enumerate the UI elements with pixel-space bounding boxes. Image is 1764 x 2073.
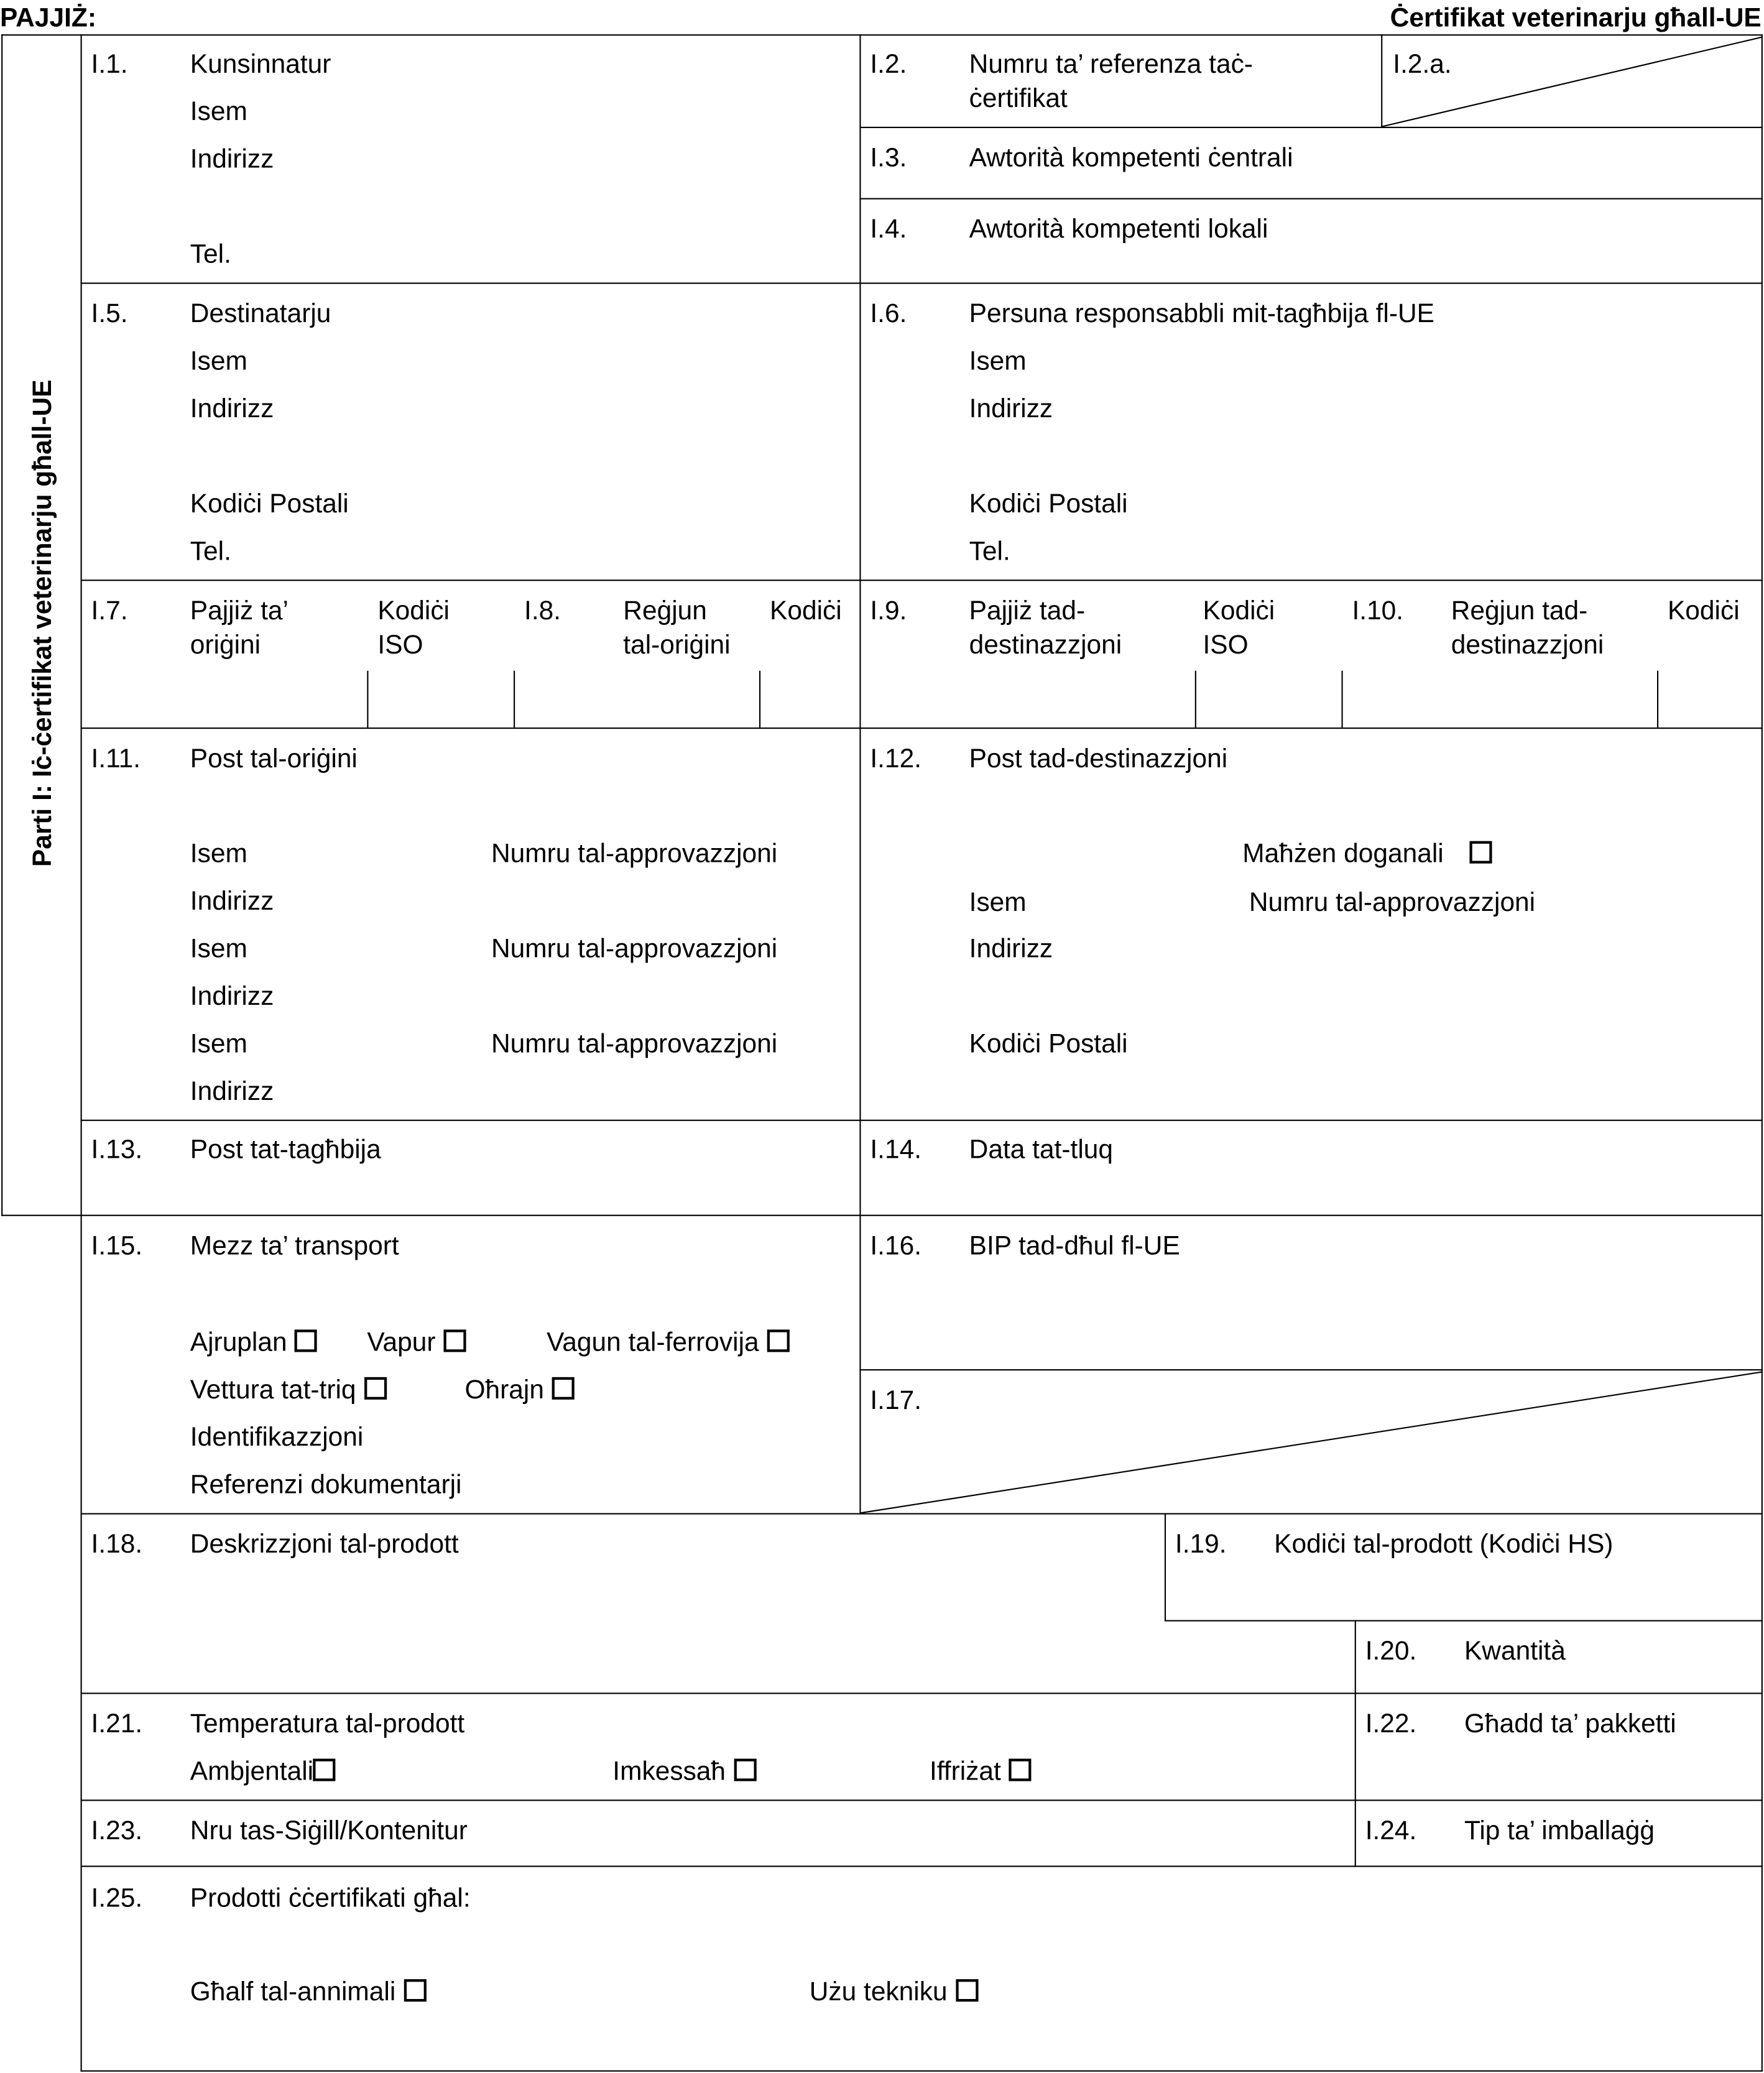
box-number: I.21.	[91, 1709, 143, 1739]
dest-approval-label: Numru tal-approvazzjoni	[1249, 889, 1536, 918]
ship-option	[367, 1329, 466, 1355]
consignor-address-label: Indirizz	[190, 145, 274, 175]
box-number: I.14.	[870, 1135, 922, 1165]
rule	[1195, 671, 1196, 727]
crossed-out-mark	[1381, 34, 1763, 127]
chilled-option	[612, 1759, 756, 1785]
rule	[859, 34, 861, 1514]
packaging-type-title: Tip ta’ imballaġġ	[1464, 1816, 1655, 1846]
box-number: I.22.	[1365, 1709, 1417, 1739]
ambient-checkbox[interactable]	[313, 1759, 336, 1781]
loading-person-postal-label: Kodiċi Postali	[969, 489, 1128, 519]
road-checkbox[interactable]	[364, 1377, 386, 1400]
rule	[81, 34, 82, 2072]
product-description-title: Deskrizzjoni tal-prodott	[190, 1530, 459, 1559]
identification-label: Identifikazzjoni	[190, 1423, 364, 1452]
box-number: I.12.	[870, 744, 922, 774]
aeroplane-option	[190, 1329, 318, 1355]
origin-name-label-2: Isem	[190, 935, 247, 964]
documentary-references-label: Referenzi dokumentarji	[190, 1470, 462, 1500]
rule	[514, 671, 515, 727]
rail-checkbox[interactable]	[767, 1329, 789, 1352]
rule	[1657, 671, 1658, 727]
box-number: I.3.	[870, 144, 907, 173]
rule	[81, 1692, 1763, 1694]
frozen-checkbox[interactable]	[1009, 1759, 1032, 1781]
rule	[367, 671, 368, 727]
dest-country-line2: destinazzjoni	[969, 631, 1122, 660]
side-label: Parti I: Iċ-ċertifikat veterinarju għall-UE	[28, 379, 58, 867]
temperature-title: Temperatura tal-prodott	[190, 1709, 465, 1739]
rule	[81, 1215, 1763, 1216]
consignee-tel-label: Tel.	[190, 537, 231, 566]
origin-country-line2: oriġini	[190, 631, 261, 660]
place-of-destination-title: Post tad-destinazzjoni	[969, 744, 1228, 774]
dest-iso-line2: ISO	[1203, 631, 1249, 660]
rule	[81, 282, 1763, 284]
box-number: I.7.	[91, 596, 128, 626]
reference-title-line1: Numru ta’ referenza taċ-	[969, 50, 1254, 80]
box-number: I.15.	[91, 1232, 143, 1261]
aeroplane-label: Ajruplan	[190, 1328, 287, 1357]
customs-warehouse-option	[1242, 841, 1492, 867]
box-number: I.4.	[870, 215, 907, 244]
box-number: I.8.	[524, 596, 561, 626]
rail-label: Vagun tal-ferrovija	[547, 1328, 759, 1357]
box-number: I.18.	[91, 1530, 143, 1559]
origin-region-line2: tal-oriġini	[623, 631, 731, 660]
consignee-title: Destinatarju	[190, 300, 331, 329]
ship-label: Vapur	[367, 1328, 436, 1357]
dest-postal-label: Kodiċi Postali	[969, 1030, 1128, 1060]
box-number: I.11.	[91, 744, 141, 774]
origin-name-label-1: Isem	[190, 839, 247, 869]
ambient-option	[190, 1759, 336, 1785]
consignor-name-label: Isem	[190, 98, 247, 127]
consignor-title: Kunsinnatur	[190, 50, 331, 80]
box-number: I.6.	[870, 300, 907, 329]
rail-option	[547, 1329, 789, 1355]
origin-address-label-3: Indirizz	[190, 1077, 274, 1107]
technical-use-option	[810, 1979, 978, 2005]
seal-container-title: Nru tas-Siġill/Kontenitur	[190, 1816, 468, 1846]
other-checkbox[interactable]	[552, 1377, 575, 1400]
consignor-tel-label: Tel.	[190, 240, 231, 270]
quantity-title: Kwantità	[1464, 1637, 1566, 1666]
dest-country-line1: Pajjiż tad-	[969, 596, 1086, 626]
rule	[1165, 1620, 1763, 1622]
box-number: I.17.	[870, 1386, 922, 1416]
technical-use-checkbox[interactable]	[955, 1979, 977, 2001]
origin-name-label-3: Isem	[190, 1030, 247, 1060]
dest-region-code: Kodiċi	[1667, 596, 1740, 626]
dest-address-label: Indirizz	[969, 935, 1053, 964]
rule	[759, 671, 760, 727]
departure-date-title: Data tat-tluq	[969, 1135, 1114, 1165]
origin-approval-label-1: Numru tal-approvazzjoni	[491, 839, 778, 869]
loading-person-tel-label: Tel.	[969, 537, 1010, 566]
box-number: I.1.	[91, 50, 128, 80]
box-number: I.23.	[91, 1816, 143, 1846]
place-of-loading-title: Post tat-tagħbija	[190, 1135, 381, 1165]
aeroplane-checkbox[interactable]	[295, 1329, 317, 1352]
certificate-title: Ċertifikat veterinarju għall-UE	[1390, 4, 1762, 34]
place-of-origin-title: Post tal-oriġini	[190, 744, 358, 774]
technical-use-label: Użu tekniku	[809, 1978, 948, 2007]
other-option	[464, 1377, 574, 1403]
rule	[81, 2071, 1763, 2072]
entry-bip-title: BIP tad-dħul fl-UE	[969, 1232, 1180, 1261]
commodity-code-title: Kodiċi tal-prodott (Kodiċi HS)	[1274, 1530, 1614, 1559]
rule	[859, 198, 1762, 200]
road-option	[190, 1377, 387, 1403]
box-number: I.9.	[870, 596, 907, 626]
customs-warehouse-checkbox[interactable]	[1470, 841, 1492, 864]
loading-person-title: Persuna responsabbli mit-tagħbija fl-UE	[969, 300, 1434, 329]
rule	[81, 1799, 1763, 1801]
animal-feed-option	[190, 1979, 426, 2005]
local-authority-title: Awtorità kompetenti lokali	[969, 215, 1268, 244]
origin-region-line1: Reġjun	[623, 596, 707, 626]
other-label: Oħrajn	[464, 1375, 544, 1405]
crossed-out-mark	[859, 1369, 1762, 1515]
box-number: I.24.	[1365, 1816, 1417, 1846]
box-number: I.20.	[1365, 1637, 1417, 1666]
country-label: PAJJIŻ:	[0, 4, 96, 34]
rule	[1, 1215, 82, 1216]
box-number: I.10.	[1352, 596, 1404, 626]
rule	[81, 1866, 1763, 1867]
road-label: Vettura tat-triq	[190, 1375, 356, 1405]
dest-name-label: Isem	[969, 889, 1027, 918]
animal-feed-checkbox[interactable]	[404, 1979, 426, 2001]
rule	[1165, 1513, 1166, 1622]
certified-for-title: Prodotti ċċertifikati għal:	[190, 1884, 471, 1913]
rule	[81, 727, 1763, 729]
dest-iso-line1: Kodiċi	[1203, 596, 1275, 626]
consignee-name-label: Isem	[190, 347, 247, 377]
rule	[859, 127, 1762, 128]
packages-title: Għadd ta’ pakketti	[1464, 1709, 1676, 1739]
box-number: I.2.	[870, 50, 907, 80]
reference-title-line2: ċertifikat	[969, 84, 1068, 114]
rule	[1355, 1620, 1356, 1867]
central-authority-title: Awtorità kompetenti ċentrali	[969, 144, 1293, 173]
box-number: I.16.	[870, 1232, 922, 1261]
consignee-address-label: Indirizz	[190, 394, 274, 424]
transport-title: Mezz ta’ transport	[190, 1232, 399, 1261]
origin-iso-line2: ISO	[377, 631, 423, 660]
rule	[1, 34, 2, 1216]
consignee-postal-label: Kodiċi Postali	[190, 489, 349, 519]
box-number: I.19.	[1175, 1530, 1227, 1559]
box-number: I.13.	[91, 1135, 143, 1165]
origin-address-label-2: Indirizz	[190, 982, 274, 1012]
box-number: I.2.a.	[1393, 50, 1452, 80]
chilled-checkbox[interactable]	[734, 1759, 756, 1781]
origin-iso-line1: Kodiċi	[377, 596, 450, 626]
origin-approval-label-2: Numru tal-approvazzjoni	[491, 935, 778, 964]
chilled-label: Imkessaħ	[612, 1757, 726, 1787]
dest-region-line1: Reġjun tad-	[1451, 596, 1588, 626]
origin-region-code: Kodiċi	[770, 596, 842, 626]
animal-feed-label: Għalf tal-annimali	[190, 1978, 396, 2007]
rule	[1341, 671, 1342, 727]
box-number: I.25.	[91, 1884, 143, 1913]
frozen-label: Iffriżat	[929, 1757, 1001, 1787]
rule	[81, 579, 1763, 581]
dest-region-line2: destinazzjoni	[1451, 631, 1604, 660]
box-number: I.5.	[91, 300, 128, 329]
rule	[81, 1120, 1763, 1121]
rule	[1762, 34, 1763, 2072]
customs-warehouse-label: Maħżen doganali	[1242, 839, 1444, 869]
origin-address-label-1: Indirizz	[190, 887, 274, 916]
loading-person-name-label: Isem	[969, 347, 1027, 377]
origin-approval-label-3: Numru tal-approvazzjoni	[491, 1030, 778, 1060]
origin-country-line1: Pajjiż ta’	[190, 596, 289, 626]
ship-checkbox[interactable]	[443, 1329, 466, 1352]
frozen-option	[930, 1759, 1032, 1785]
loading-person-address-label: Indirizz	[969, 394, 1053, 424]
ambient-label: Ambjentali	[190, 1757, 314, 1787]
